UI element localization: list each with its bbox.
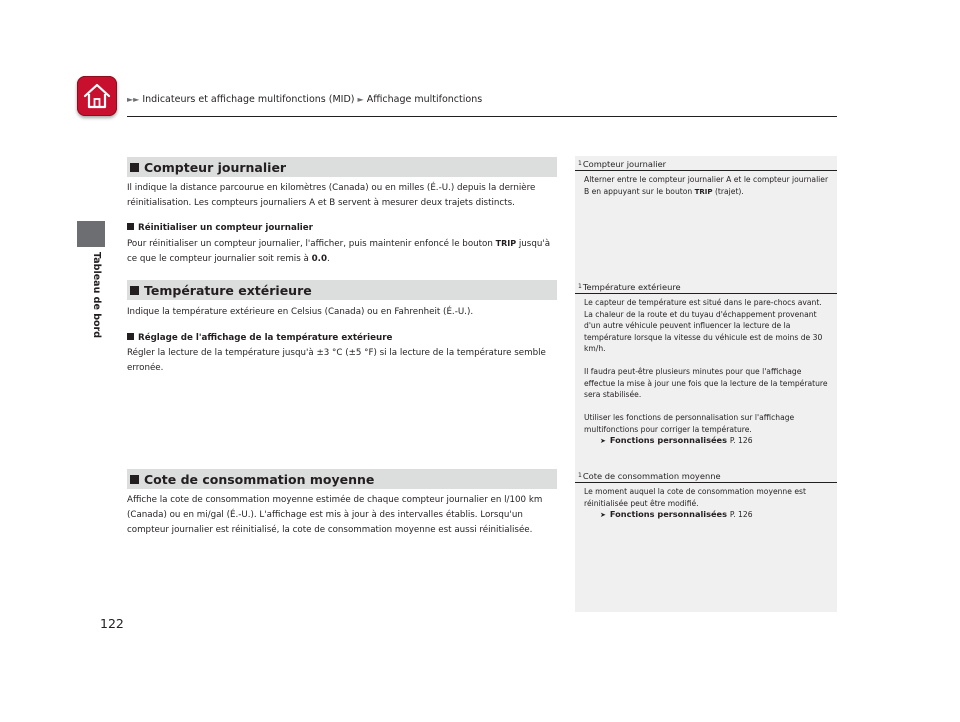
note-temperature bbox=[575, 280, 837, 448]
section-title: Cote de consommation moyenne bbox=[144, 471, 375, 487]
section-title: Température extérieure bbox=[144, 282, 312, 298]
page-number: 122 bbox=[100, 616, 124, 631]
square-bullet-icon bbox=[127, 333, 134, 340]
note-consumption bbox=[575, 469, 837, 522]
section-header-temperature bbox=[127, 280, 557, 300]
paragraph: Utiliser les fonctions de personnalisation sur l'affichage multifonctions pour corriger la température. ➤ Fonctions personnalisées P. 126 bbox=[584, 413, 795, 445]
trip-button-label: TRIP bbox=[495, 239, 517, 248]
paragraph: Il faudra peut-être plusieurs minutes pour que l'affichage effectue la mise à jour une fois que la lecture de la température sera stabilisée. bbox=[584, 367, 828, 399]
paragraph: Le moment auquel la cote de consommation moyenne est réinitialisée peut être modifié. ➤ Fonctions personnalisées P. 126 bbox=[584, 487, 806, 519]
home-icon bbox=[82, 81, 112, 111]
note-body: Alterner entre le compteur journalier A et le compteur journalier B en appuyant sur le bouton TRIP (trajet). bbox=[584, 175, 829, 196]
trip-button-label: TRIP bbox=[694, 187, 713, 196]
breadcrumb-arrow-icon: ►► bbox=[127, 95, 140, 104]
home-button[interactable] bbox=[77, 76, 117, 116]
note-body bbox=[575, 483, 837, 522]
note-title: $^1$Compteur journalier bbox=[578, 159, 667, 169]
section-body-temperature bbox=[127, 305, 559, 376]
square-bullet-icon bbox=[130, 163, 139, 172]
note-odometer bbox=[575, 157, 837, 198]
subheading-adjust: Réglage de l'affichage de la température extérieure bbox=[127, 331, 559, 346]
section-header-odometer bbox=[127, 157, 557, 177]
chapter-tab[interactable] bbox=[77, 221, 105, 247]
breadcrumb-current: Affichage multifonctions bbox=[366, 94, 483, 105]
paragraph: Affiche la cote de consommation moyenne estimée de chaque compteur journalier en l/100 km (Canada) ou en mi/gal (É.-U.). L'affichage est mis à jour à des intervalles établis. Lorsqu'un compteur journalier est réinitialisé, la cote de consommation moyenne est aussi réinitialisée. bbox=[127, 495, 543, 535]
reset-value: 0.0 bbox=[311, 254, 327, 264]
paragraph: Il indique la distance parcourue en kilomètres (Canada) ou en milles (É.-U.) depuis la dernière réinitialisation. Les compteurs journaliers A et B servent à mesurer deux trajets distincts. bbox=[127, 183, 536, 208]
section-body-consumption bbox=[127, 493, 559, 538]
xref-link-custom-features[interactable]: ➤ Fonctions personnalisées P. 126 bbox=[600, 509, 753, 519]
note-title: $^1$Cote de consommation moyenne bbox=[578, 471, 721, 481]
breadcrumb-arrow-icon: ► bbox=[357, 95, 364, 104]
square-bullet-icon bbox=[130, 286, 139, 295]
square-bullet-icon bbox=[130, 475, 139, 484]
paragraph: Indique la température extérieure en Celsius (Canada) ou en Fahrenheit (É.-U.). bbox=[127, 307, 474, 317]
section-body-odometer bbox=[127, 181, 559, 267]
paragraph: Pour réinitialiser un compteur journalier, l'afficher, puis maintenir enfoncé le bouton TRIP jusqu'à ce que le compteur journalier soit remis à 0.0. bbox=[127, 239, 551, 264]
xref-arrow-icon: ➤ bbox=[600, 437, 606, 445]
section-header-consumption bbox=[127, 469, 557, 489]
breadcrumb bbox=[127, 94, 482, 105]
header-divider bbox=[127, 116, 837, 117]
xref-arrow-icon: ➤ bbox=[600, 511, 606, 519]
breadcrumb-link-indicators[interactable]: Indicateurs et affichage multifonctions (MID) bbox=[142, 94, 355, 105]
xref-link-custom-features[interactable]: ➤ Fonctions personnalisées P. 126 bbox=[600, 435, 753, 445]
paragraph: Régler la lecture de la température jusqu'à ±3 °C (±5 °F) si la lecture de la température semble erronée. bbox=[127, 348, 546, 373]
subheading-reset: Réinitialiser un compteur journalier bbox=[127, 221, 559, 236]
note-title: $^1$Température extérieure bbox=[578, 282, 681, 292]
section-title: Compteur journalier bbox=[144, 159, 287, 175]
square-bullet-icon bbox=[127, 223, 134, 230]
paragraph: Le capteur de température est situé dans le pare-chocs avant. La chaleur de la route et du tuyau d'échappement provenant d'un autre véhicule peuvent influencer la lecture de la température lorsque la vitesse du véhicule est de moins de 30 km/h. bbox=[584, 298, 823, 353]
chapter-label: Tableau de bord bbox=[91, 252, 102, 339]
note-body bbox=[575, 294, 837, 448]
